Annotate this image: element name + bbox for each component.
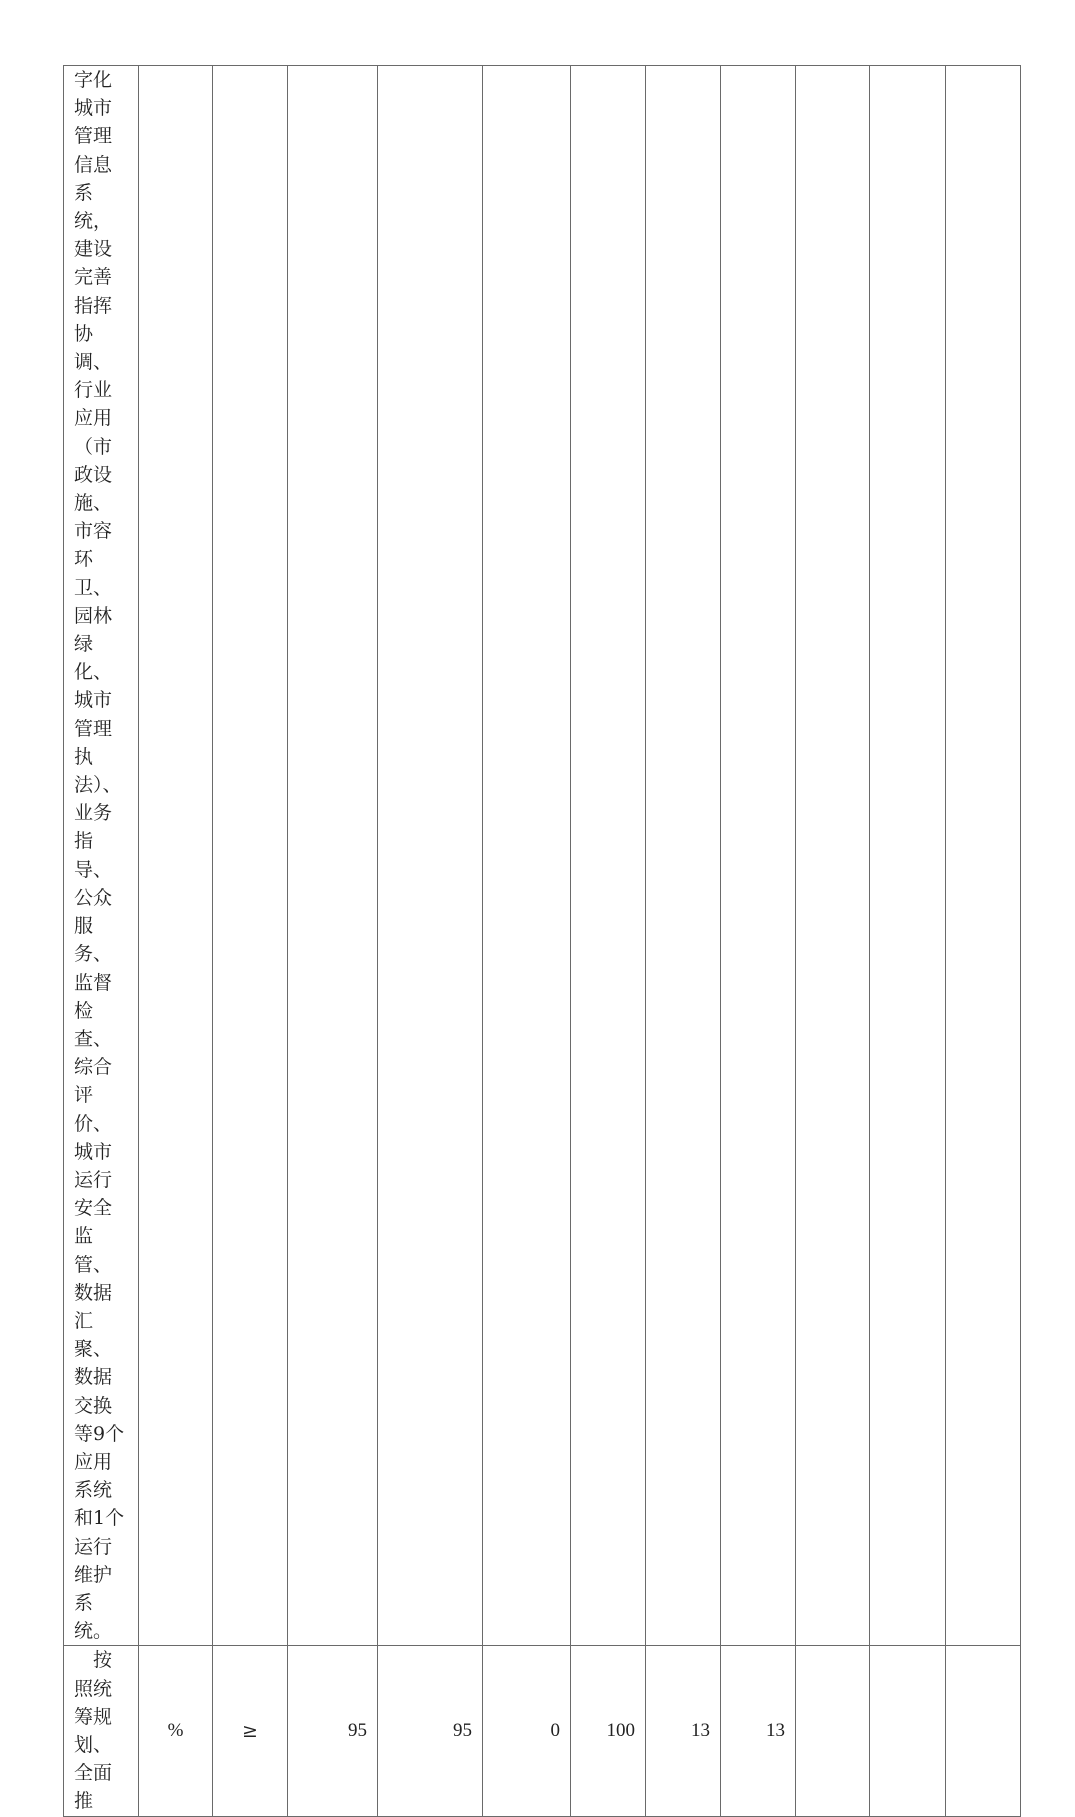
empty-cell xyxy=(796,66,870,1646)
description-text: 字化城市管理信息系统，建设完善指挥协调、行业应用（市政设施、市容环卫、园林绿化、城市管理执法）、业务指导、公众服务、监督检查、综合评价、城市运行安全监管、数据汇聚、数据交换等9个应用系统和1个运行维护系统。 xyxy=(74,69,125,1643)
value-cell xyxy=(483,66,571,1646)
value-cell: 95 xyxy=(378,1646,483,1816)
value-cell: 95 xyxy=(288,1646,378,1816)
empty-cell xyxy=(870,66,946,1646)
value-cell: 13 xyxy=(721,1646,796,1816)
empty-cell xyxy=(870,1646,946,1816)
value-cell xyxy=(288,66,378,1646)
table-row xyxy=(64,1646,1021,1816)
empty-cell xyxy=(796,1646,870,1816)
value-cell xyxy=(378,66,483,1646)
description-cell xyxy=(64,66,139,1646)
comparator-cell xyxy=(213,66,288,1646)
value-cell: 100 xyxy=(571,1646,646,1816)
empty-cell xyxy=(946,66,1021,1646)
empty-cell xyxy=(946,1646,1021,1816)
unit-cell: % xyxy=(139,1646,213,1816)
value-cell xyxy=(571,66,646,1646)
description-cell xyxy=(64,1646,139,1816)
description-text: 按照统筹规划、全面推 xyxy=(74,1649,113,1813)
comparator-cell: ≥ xyxy=(213,1646,288,1816)
value-cell xyxy=(646,66,721,1646)
value-cell: 13 xyxy=(646,1646,721,1816)
value-cell: 0 xyxy=(483,1646,571,1816)
table-row xyxy=(64,66,1021,1646)
unit-cell xyxy=(139,66,213,1646)
indicator-table xyxy=(63,65,1021,1817)
value-cell xyxy=(721,66,796,1646)
